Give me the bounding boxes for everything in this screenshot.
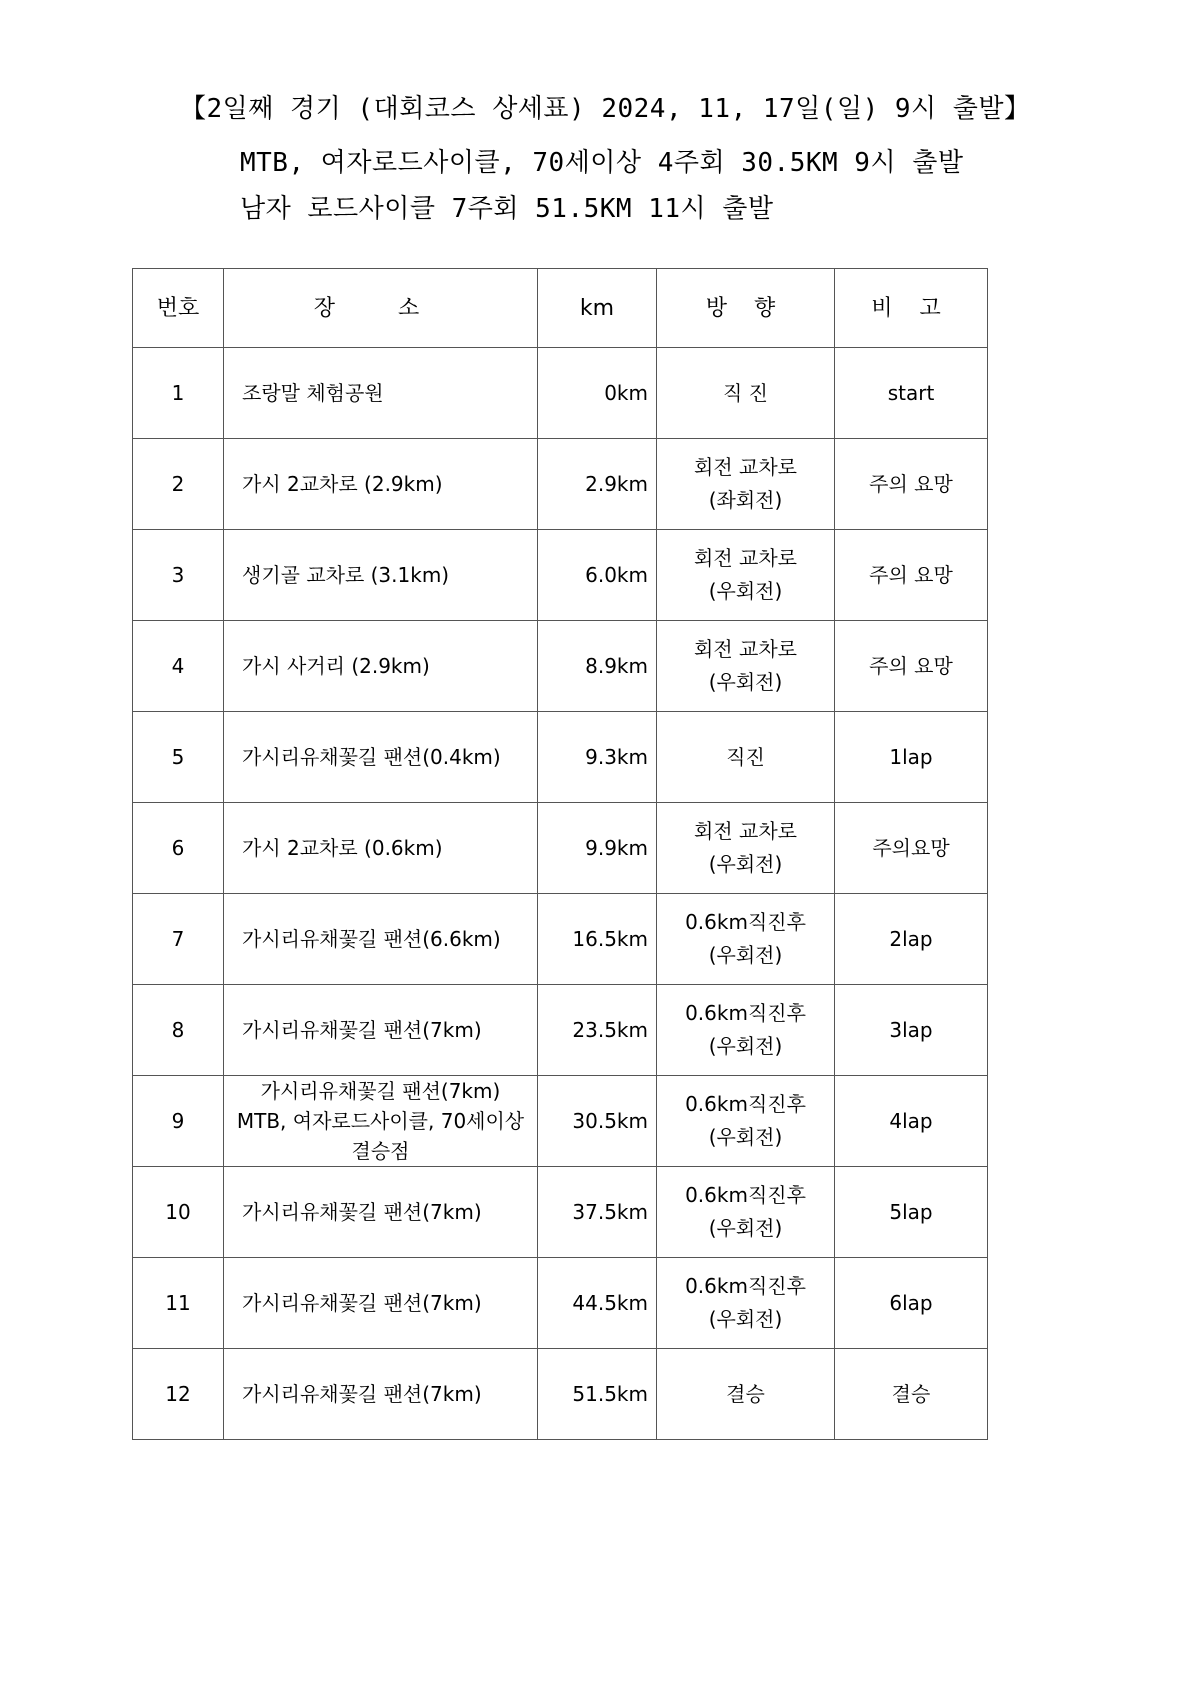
table-row: [133, 530, 988, 621]
cell-place: [224, 1076, 538, 1167]
cell-no: 5: [133, 712, 224, 803]
direction-main: 0.6km직진후: [685, 1001, 806, 1025]
cell-note: start: [835, 348, 988, 439]
header-place-label: 장 소: [313, 295, 448, 321]
header-direction-label: 방 향: [705, 295, 786, 321]
cell-direction: [657, 985, 835, 1076]
cell-km: 37.5km: [538, 1167, 657, 1258]
cell-place: 가시리유채꽃길 팬션(7km): [224, 1258, 538, 1349]
cell-direction: [657, 439, 835, 530]
cell-note: 주의요망: [835, 803, 988, 894]
cell-km: 2.9km: [538, 439, 657, 530]
cell-no: 4: [133, 621, 224, 712]
table-row: [133, 1258, 988, 1349]
direction-main: 회전 교차로: [694, 546, 797, 570]
cell-no: 11: [133, 1258, 224, 1349]
cell-note: 4lap: [835, 1076, 988, 1167]
table-row: [133, 803, 988, 894]
cell-place: 가시리유채꽃길 팬션(7km): [224, 1167, 538, 1258]
cell-place: 조랑말 체험공원: [224, 348, 538, 439]
cell-direction: [657, 348, 835, 439]
header-place: [224, 269, 538, 348]
cell-direction: [657, 1076, 835, 1167]
cell-no: 12: [133, 1349, 224, 1440]
cell-no: 7: [133, 894, 224, 985]
cell-direction: [657, 530, 835, 621]
page-title: 【2일째 경기 (대회코스 상세표) 2024, 11, 17일(일) 9시 출발】: [180, 94, 1031, 124]
header-row: [133, 269, 988, 348]
cell-note: 1lap: [835, 712, 988, 803]
direction-main: 0.6km직진후: [685, 1092, 806, 1116]
cell-note: 3lap: [835, 985, 988, 1076]
cell-note: 주의 요망: [835, 439, 988, 530]
table-row: [133, 621, 988, 712]
cell-km: 30.5km: [538, 1076, 657, 1167]
cell-km: 51.5km: [538, 1349, 657, 1440]
subtitle-line-1: MTB, 여자로드사이클, 70세이상 4주회 30.5KM 9시 출발: [240, 148, 964, 178]
cell-note: 6lap: [835, 1258, 988, 1349]
direction-sub: (좌회전): [708, 488, 783, 512]
cell-no: 10: [133, 1167, 224, 1258]
cell-note: 결승: [835, 1349, 988, 1440]
cell-no: 8: [133, 985, 224, 1076]
cell-note: 주의 요망: [835, 621, 988, 712]
cell-direction: [657, 894, 835, 985]
table-row: [133, 1076, 988, 1167]
cell-km: 44.5km: [538, 1258, 657, 1349]
cell-direction: [657, 621, 835, 712]
cell-no: 1: [133, 348, 224, 439]
cell-direction: [657, 1167, 835, 1258]
subtitle-line-2: 남자 로드사이클 7주회 51.5KM 11시 출발: [240, 194, 774, 224]
place-line-3: 결승점: [351, 1139, 410, 1163]
cell-no: 9: [133, 1076, 224, 1167]
cell-km: 9.9km: [538, 803, 657, 894]
direction-main: 0.6km직진후: [685, 910, 806, 934]
cell-km: 6.0km: [538, 530, 657, 621]
table-row: [133, 1349, 988, 1440]
table-row: [133, 348, 988, 439]
direction-main: 회전 교차로: [694, 819, 797, 843]
cell-km: 23.5km: [538, 985, 657, 1076]
cell-note: 주의 요망: [835, 530, 988, 621]
direction-sub: (우회전): [708, 1034, 783, 1058]
cell-direction: [657, 712, 835, 803]
direction-main: 0.6km직진후: [685, 1183, 806, 1207]
direction-sub: (우회전): [708, 943, 783, 967]
direction-sub: (우회전): [708, 579, 783, 603]
cell-km: 16.5km: [538, 894, 657, 985]
direction-sub: (우회전): [708, 852, 783, 876]
cell-place: 가시리유채꽃길 팬션(7km): [224, 1349, 538, 1440]
header-note: [835, 269, 988, 348]
cell-direction: [657, 803, 835, 894]
table-row: [133, 894, 988, 985]
table-row: [133, 439, 988, 530]
header-no: 번호: [133, 269, 224, 348]
course-table: [132, 268, 988, 1440]
direction-main: 직 진: [723, 380, 768, 405]
cell-km: 0km: [538, 348, 657, 439]
cell-km: 9.3km: [538, 712, 657, 803]
direction-main: 결승: [726, 1381, 765, 1406]
cell-place: 가시리유채꽃길 팬션(0.4km): [224, 712, 538, 803]
place-line-2: MTB, 여자로드사이클, 70세이상: [236, 1109, 525, 1133]
cell-note: 2lap: [835, 894, 988, 985]
table-row: [133, 1167, 988, 1258]
table-row: [133, 712, 988, 803]
cell-place: 가시리유채꽃길 팬션(7km): [224, 985, 538, 1076]
cell-place: 가시 2교차로 (2.9km): [224, 439, 538, 530]
direction-sub: (우회전): [708, 670, 783, 694]
direction-sub: (우회전): [708, 1216, 783, 1240]
direction-sub: (우회전): [708, 1307, 783, 1331]
cell-km: 8.9km: [538, 621, 657, 712]
cell-no: 2: [133, 439, 224, 530]
cell-note: 5lap: [835, 1167, 988, 1258]
cell-direction: [657, 1258, 835, 1349]
table-row: [133, 985, 988, 1076]
cell-direction: [657, 1349, 835, 1440]
direction-main: 0.6km직진후: [685, 1274, 806, 1298]
direction-sub: (우회전): [708, 1125, 783, 1149]
cell-place: 가시 2교차로 (0.6km): [224, 803, 538, 894]
cell-no: 6: [133, 803, 224, 894]
header-note-label: 비 고: [871, 295, 951, 321]
header-km: km: [538, 269, 657, 348]
place-line-1: 가시리유채꽃길 팬션(7km): [260, 1079, 501, 1103]
header-direction: [657, 269, 835, 348]
direction-main: 직진: [726, 744, 765, 769]
cell-place: 가시 사거리 (2.9km): [224, 621, 538, 712]
cell-place: 생기골 교차로 (3.1km): [224, 530, 538, 621]
cell-place: 가시리유채꽃길 팬션(6.6km): [224, 894, 538, 985]
direction-main: 회전 교차로: [694, 637, 797, 661]
cell-no: 3: [133, 530, 224, 621]
direction-main: 회전 교차로: [694, 455, 797, 479]
